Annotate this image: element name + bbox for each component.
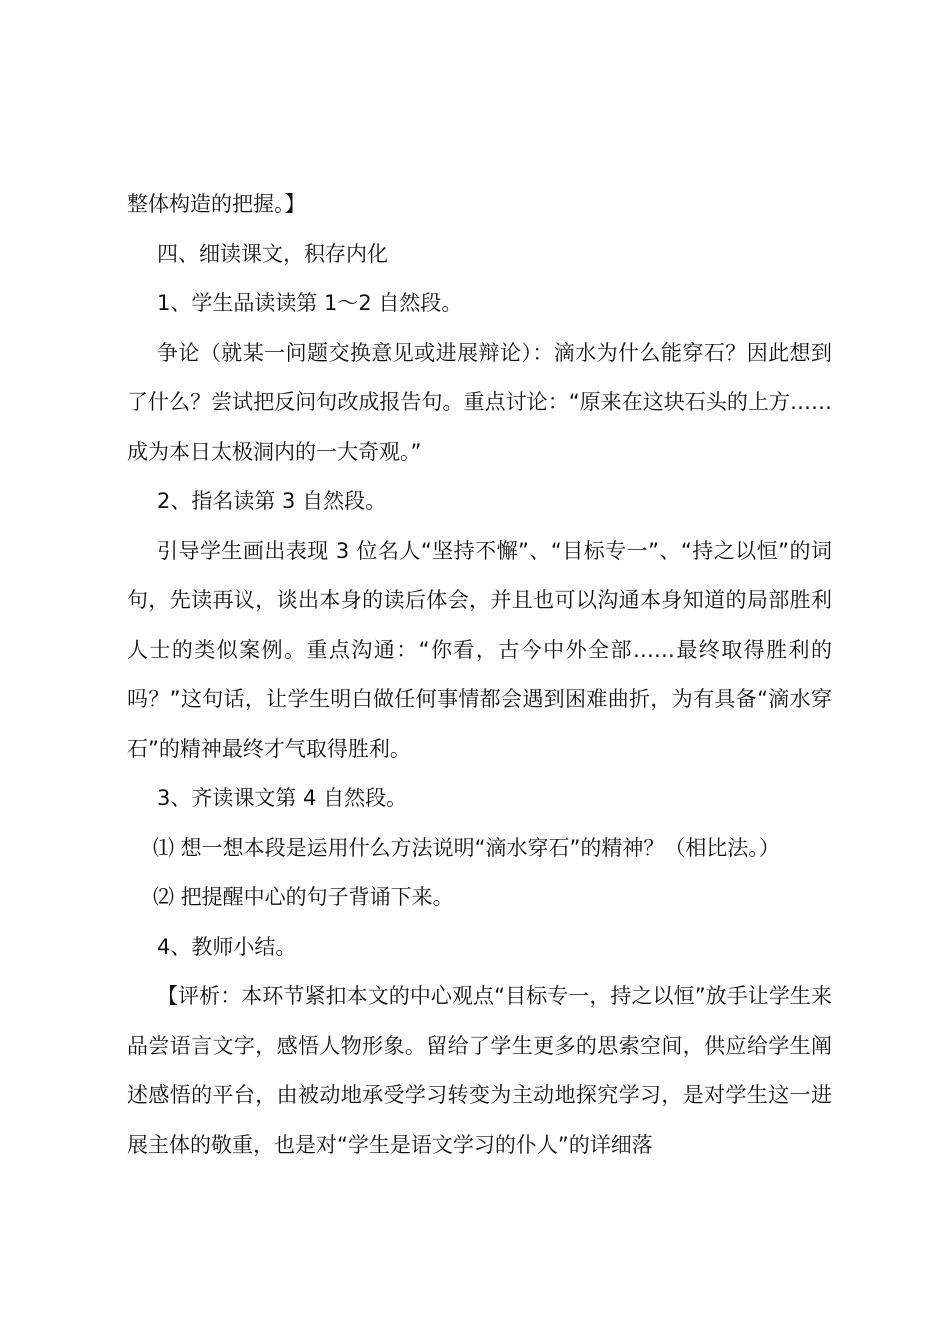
paragraph-commentary: 【评析：本环节紧扣本文的中心观点“目标专一，持之以恒”放手让学生来品尝语言文字，感悟人物形象。留给了学生更多的思索空间，供应给学生阐述感悟的平台，由被动地承受学习转变为主动地探究学习，是对学生这一进展主体的敬重，也是对“学生是语文学习的仆人”的详细落 <box>127 984 832 1157</box>
section-heading-4: 四、细读课文，积存内化 <box>157 241 388 266</box>
sub-item-2: ⑵ 把提醒中心的句子背诵下来。 <box>153 885 454 909</box>
step-4-heading: 4、教师小结。 <box>157 934 297 959</box>
step-3-heading: 3、齐读课文第 4 自然段。 <box>157 786 408 810</box>
paragraph-guidance: 引导学生画出表现 3 位名人“坚持不懈”、“目标专一”、“持之以恒”的词句，先读再议，谈出本身的读后体会，并且也可以沟通本身知道的局部胜利人士的类似案例。重点沟通：“你看，古今中外全部……最终取得胜利的吗？”这句话，让学生明白做任何事情都会遇到困难曲折，为有具备“滴水穿石”的精神最终才气取得胜利。 <box>127 538 832 761</box>
step-1-heading: 1、学生品读读第 1～2 自然段。 <box>157 291 463 315</box>
paragraph-structure-grasp: 整体构造的把握。】 <box>127 192 306 216</box>
paragraph-discussion: 争论（就某一问题交换意见或进展辩论）：滴水为什么能穿石？因此想到了什么？尝试把反问句改成报告句。重点讨论：“原来在这块石头的上方……成为本日太极洞内的一大奇观。” <box>127 340 832 464</box>
step-2-heading: 2、指名读第 3 自然段。 <box>157 489 387 513</box>
sub-item-1: ⑴ 想一想本段是运用什么方法说明“滴水穿石”的精神？（相比法。） <box>153 835 780 860</box>
document-page <box>127 180 832 1170</box>
